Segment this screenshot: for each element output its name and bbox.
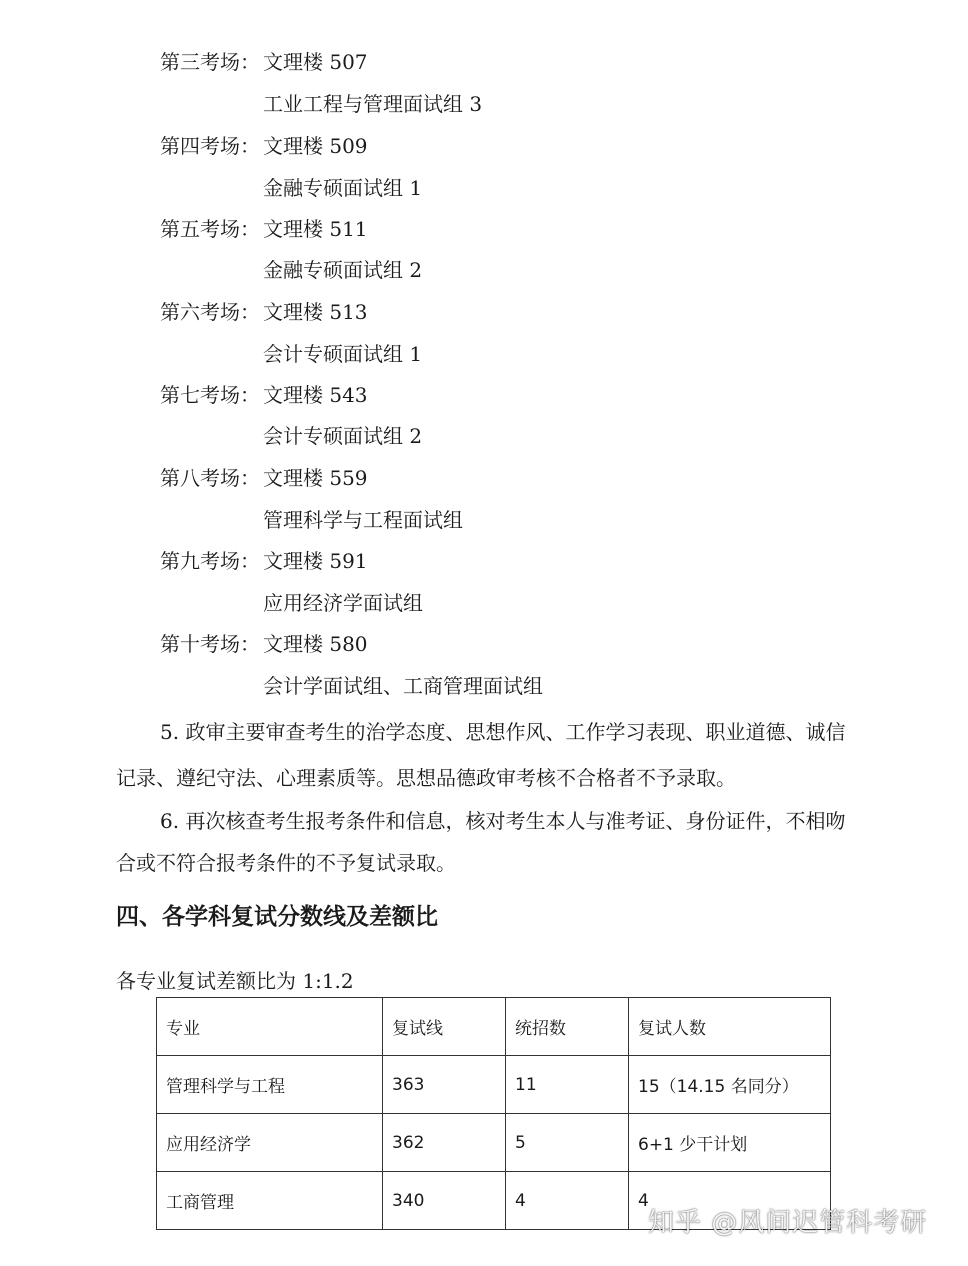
cell-major: 工商管理 — [157, 1172, 383, 1230]
cell-interviewees: 6+1 少干计划 — [629, 1114, 831, 1172]
room-location: 文理楼 543 — [263, 383, 368, 407]
room-label: 第七考场： — [160, 383, 260, 407]
room-label: 第四考场： — [160, 134, 260, 158]
cell-cutoff: 363 — [383, 1056, 506, 1114]
cell-interviewees: 15（14.15 名同分） — [629, 1056, 831, 1114]
interview-group: 会计专硕面试组 1 — [263, 342, 423, 366]
room-label: 第八考场： — [160, 466, 260, 490]
room-location: 文理楼 513 — [263, 300, 368, 324]
room-label: 第十考场： — [160, 632, 260, 656]
cell-cutoff: 340 — [383, 1172, 506, 1230]
score-table — [156, 997, 831, 1230]
room-label: 第六考场： — [160, 300, 260, 324]
room-location: 文理楼 591 — [263, 549, 368, 573]
interview-group: 金融专硕面试组 1 — [263, 176, 423, 200]
interview-group: 会计学面试组、工商管理面试组 — [263, 674, 543, 698]
room-location: 文理楼 580 — [263, 632, 368, 656]
header-interviewees: 复试人数 — [629, 998, 831, 1056]
paragraph-6-line-1: 6. 再次核查考生报考条件和信息，核对考生本人与准考证、身份证件，不相吻 — [160, 809, 846, 833]
paragraph-5-line-1: 5. 政审主要审查考生的治学态度、思想作风、工作学习表现、职业道德、诚信 — [160, 720, 846, 744]
cell-cutoff: 362 — [383, 1114, 506, 1172]
cell-quota: 4 — [506, 1172, 629, 1230]
cell-major: 应用经济学 — [157, 1114, 383, 1172]
room-location: 文理楼 559 — [263, 466, 368, 490]
paragraph-6-line-2: 合或不符合报考条件的不予复试录取。 — [116, 851, 456, 875]
paragraph-5-line-2: 记录、遵纪守法、心理素质等。思想品德政审考核不合格者不予录取。 — [116, 766, 736, 790]
room-label: 第九考场： — [160, 549, 260, 573]
room-location: 文理楼 507 — [263, 50, 368, 74]
room-label: 第三考场： — [160, 50, 260, 74]
interview-group: 应用经济学面试组 — [263, 591, 423, 615]
ratio-note: 各专业复试差额比为 1:1.2 — [116, 969, 354, 993]
header-cutoff: 复试线 — [383, 998, 506, 1056]
header-quota: 统招数 — [506, 998, 629, 1056]
room-label: 第五考场： — [160, 217, 260, 241]
table-row — [157, 1056, 831, 1114]
interview-group: 工业工程与管理面试组 3 — [263, 92, 483, 116]
section-heading: 四、各学科复试分数线及差额比 — [116, 904, 438, 930]
cell-quota: 5 — [506, 1114, 629, 1172]
interview-group: 金融专硕面试组 2 — [263, 258, 423, 282]
cell-major: 管理科学与工程 — [157, 1056, 383, 1114]
watermark: 知乎 @风间迟管科考研 — [648, 1208, 928, 1238]
cell-interviewees: 4 — [629, 1172, 831, 1230]
interview-group: 会计专硕面试组 2 — [263, 424, 423, 448]
interview-group: 管理科学与工程面试组 — [263, 508, 463, 532]
room-location: 文理楼 509 — [263, 134, 368, 158]
table-header-row — [157, 998, 831, 1056]
cell-quota: 11 — [506, 1056, 629, 1114]
room-location: 文理楼 511 — [263, 217, 368, 241]
header-major: 专业 — [157, 998, 383, 1056]
table-row — [157, 1114, 831, 1172]
